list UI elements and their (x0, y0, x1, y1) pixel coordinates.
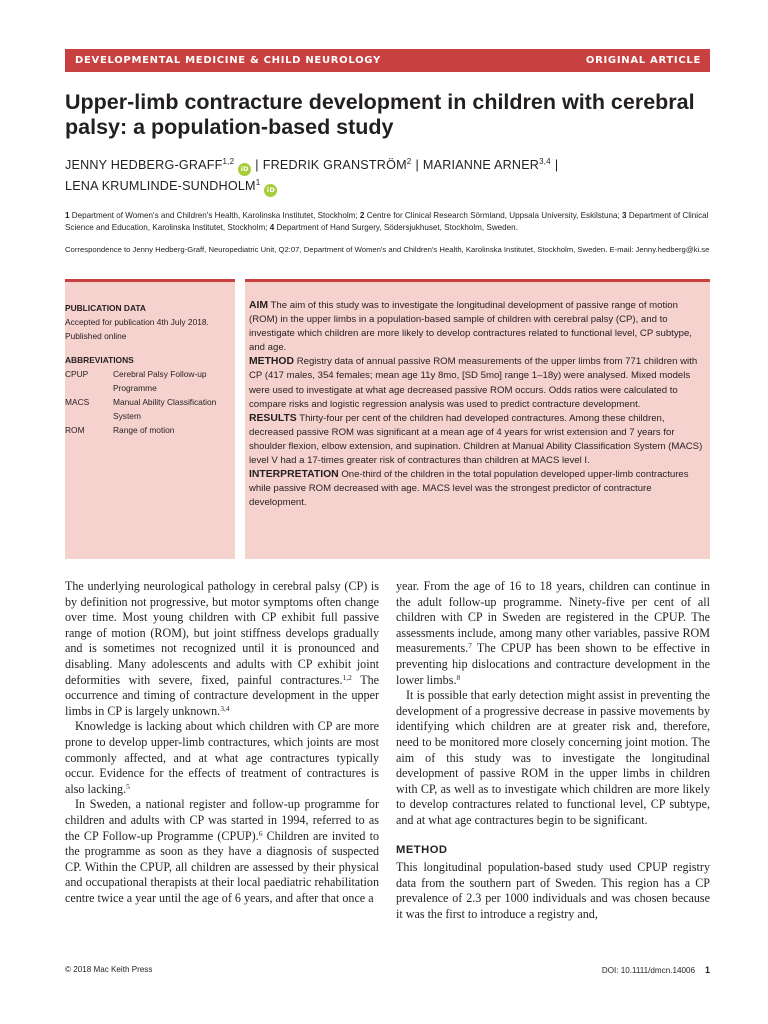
author-list (65, 155, 710, 197)
method-paragraph: This longitudinal population-based study used CPUP registry data from the southern part of Sweden. This region has a CP prevalence of 2.3 per 1000 individuals and was chosen because it was the first to introduce a registry and, (396, 860, 710, 921)
body-paragraph (65, 797, 379, 906)
abbreviation-term: CPUP (65, 369, 89, 379)
abbreviations (65, 353, 235, 437)
abstract-label: METHOD (249, 356, 295, 368)
body-column-right (396, 579, 710, 922)
publication-data (65, 301, 235, 343)
abstract-results (249, 412, 704, 468)
body-text: year. From the age of 16 to 18 years, children can continue in the adult follow-up programme. Ninety-five per cent of all children with CP in Sweden are registered in the CPUP. The assessments include, among many other variables, passive ROM measurements. (396, 579, 710, 656)
citation-ref: 3,4 (220, 703, 230, 713)
abbreviation-definition: Manual Ability Classification System (113, 397, 217, 421)
abstract-label: AIM (249, 300, 269, 311)
body-paragraph (65, 579, 379, 719)
abstract-interpretation (249, 468, 704, 510)
affiliation-number: 1 (65, 211, 70, 220)
doi: DOI: 10.1111/dmcn.14006 (601, 966, 695, 975)
abbreviation-definition: Cerebral Palsy Follow-up Programme (113, 369, 207, 393)
abstract-text: One-third of the children in the total population developed upper-limb contractures while passive ROM decreased with age. MACS level was the strongest predictor of contracture development. (249, 469, 689, 509)
citation-ref: 8 (456, 672, 461, 682)
orcid-icon: iD (264, 184, 277, 197)
citation-ref: 7 (468, 641, 472, 651)
citation-ref: 6 (258, 828, 263, 838)
abbreviation-term: MACS (65, 397, 90, 407)
copyright: © 2018 Mac Keith Press (65, 965, 153, 974)
abbreviations-heading: ABBREVIATIONS (65, 355, 134, 365)
abstract-label: INTERPRETATION (249, 469, 339, 481)
author-separator: | (255, 158, 259, 172)
affiliation-number: 3 (622, 211, 627, 220)
body-text: Knowledge is lacking about which children with CP are more prone to develop upper-limb contractures, which joints are most commonly affected, and at what age contractures typically occur. Evidence for the effects of treatment of contractures is also lacking. (65, 719, 379, 796)
body-text: The CPUP has been shown to be effective in preventing hip dislocations and contracture development in the lower limbs. (396, 641, 710, 687)
author-affiliation-ref: 3,4 (539, 157, 551, 166)
abstract-text: Thirty-four per cent of the children had developed contractures. Among these children, decreased passive ROM was significant at a mean age of 4 years for wrist extension and 7 years for shoulder flexion, elbow extension, and supination. Children at Manual Ability Classification System (MACS) level V had a 17-times greater risk of contractures than children at MACS level I. (249, 412, 703, 467)
author-affiliation-ref: 1 (255, 178, 261, 187)
publication-data-panel (65, 279, 235, 559)
affiliation-text: Department of Clinical Science and Education, Karolinska Institutet, Stockholm; (65, 211, 709, 232)
abbreviation-row (65, 395, 235, 423)
orcid-icon: iD (238, 163, 251, 176)
affiliation-text: Centre for Clinical Research Sörmland, Uppsala University, Eskilstuna; (366, 211, 620, 220)
abbreviation-term: ROM (65, 425, 85, 435)
citation-ref: 5 (126, 781, 130, 791)
body-paragraph (65, 719, 379, 797)
abstract-method (249, 355, 704, 411)
body-paragraph (396, 688, 710, 828)
citation-ref: 1,2 (342, 672, 352, 682)
article-title: Upper-limb contracture development in children with cerebral palsy: a population-based study (65, 90, 695, 139)
body-text: In Sweden, a national register and follow-up programme for children and adults with CP was started in 1994, referred to as the CP Follow-up Programme (CPUP). (65, 797, 379, 843)
journal-name: DEVELOPMENTAL MEDICINE & CHILD NEUROLOGY (75, 55, 381, 66)
author-name: LENA KRUMLINDE-SUNDHOLM (65, 179, 256, 193)
article-type: ORIGINAL ARTICLE (585, 55, 701, 66)
author-name: MARIANNE ARNER (422, 158, 540, 172)
body-column-left (65, 579, 379, 906)
author-separator: | (415, 158, 419, 172)
correspondence: Correspondence to Jenny Hedberg-Graff, Neuropediatric Unit, Q2:07, Department of Women's and Children's Health, Karolinska Institutet, Stockholm, Sweden. E-mail: Jenny.hedberg@ki.se (65, 245, 710, 254)
abstract-aim (249, 299, 704, 355)
body-text: It is possible that early detection might assist in preventing the development of a progressive decrease in passive movements by identifying which children are at greater risk and, therefore, need to be monitored more closely concerning joint motion. The aim of this study was to investigate the longitudinal development of passive ROM in the upper limbs in children with CP, as well as to investigate which children are more likely to develop contractures related to functional level, CP subtype, and at what age contractures begin to be significant. (396, 688, 710, 827)
affiliation-text: Department of Hand Surgery, Södersjukhuset, Stockholm, Sweden. (276, 223, 518, 232)
author-name: JENNY HEDBERG-GRAFF (65, 158, 223, 172)
body-text: The underlying neurological pathology in cerebral palsy (CP) is by definition not progressive, but motor symptoms often change over time. Most young children with CP exhibit full passive range of motion (ROM), but joint stiffness develops gradually and is sometimes not recognized until it is pronounced and disabling. Many adolescents and adults with CP exhibit joint deformities with severe, fixed, painful contractures. (65, 579, 379, 687)
affiliation-text: Department of Women's and Children's Health, Karolinska Institutet, Stockholm; (71, 211, 358, 220)
publication-data-heading: PUBLICATION DATA (65, 303, 146, 313)
abstract-panel (245, 279, 710, 559)
publication-accepted: Accepted for publication 4th July 2018. (65, 317, 209, 327)
affiliation-number: 2 (359, 211, 365, 220)
affiliations (65, 210, 713, 234)
author-name: FREDRIK GRANSTRÖM (262, 158, 407, 172)
body-text: The occurrence and timing of contracture development in the upper limbs in CP is largely unknown. (65, 672, 379, 718)
body-paragraph (396, 579, 710, 688)
abstract-label: RESULTS (249, 412, 297, 424)
page-number: 1 (704, 965, 710, 975)
author-affiliation-ref: 1,2 (222, 157, 235, 166)
abbreviation-row (65, 367, 235, 395)
method-heading: METHOD (396, 843, 448, 856)
body-text: Children are invited to the programme as soon as they have a diagnosis of suspected CP. Within the CPUP, all children are assessed by their physical and occupational therapists at their local paediatric rehabilitation centre twice a year until the age of 6 years, and after that once a (65, 828, 379, 905)
page-footer (65, 965, 710, 975)
footer-right (602, 965, 710, 975)
abbreviation-definition: Range of motion (113, 425, 175, 435)
abstract-text: The aim of this study was to investigate the longitudinal development of passive range of motion (ROM) in the upper limbs in a population-based sample of children with cerebral palsy (CP), and to investigate which children are more likely to develop contractures related to functional level, CP subtype, and age. (249, 300, 692, 354)
journal-banner (65, 49, 710, 72)
affiliation-number: 4 (269, 223, 275, 232)
abstract-text: Registry data of annual passive ROM measurements of the upper limbs from 771 children with CP (417 males, 354 females; mean age 11y 8mo, [SD 5mo] range 1–18y) were analysed. Mixed models were used to investigate at what age decreased passive ROM occurs. Odds ratios were calculated to compare risks and logistic regression analysis was used to predict contracture development. (249, 356, 698, 410)
author-affiliation-ref: 2 (406, 157, 412, 166)
abbreviation-row (65, 423, 235, 437)
publication-online: Published online (65, 331, 127, 341)
author-separator: | (554, 158, 559, 172)
